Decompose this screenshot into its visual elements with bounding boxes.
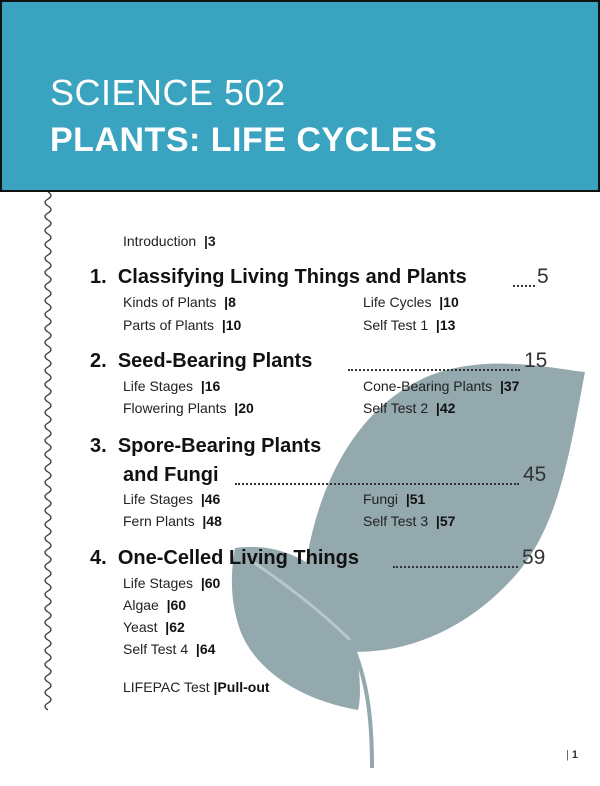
section-3-title-line2[interactable]: and Fungi [123,464,219,486]
section-2-number: 2. [90,350,107,372]
section-3-heading[interactable] [90,436,321,456]
toc-introduction[interactable] [123,234,216,248]
section-2-title: Seed-Bearing Plants [117,350,313,372]
item-page: |64 [195,641,216,657]
footer-separator: | [566,749,569,761]
page-number: 1 [571,749,578,761]
section-1-number: 1. [90,266,107,288]
toc-item[interactable] [363,492,425,506]
item-page: |16 [200,378,221,394]
item-page: |62 [165,619,185,635]
section-3-leader [235,483,519,485]
section-1-leader [513,285,535,287]
item-label: Life Stages [123,491,194,507]
section-2-leader [348,369,520,371]
toc-item[interactable] [123,598,186,612]
toc-item[interactable] [123,620,185,634]
item-page: |10 [221,317,242,333]
page-footer [566,749,578,761]
intro-page: |3 [203,233,216,249]
unit-title: PLANTS: LIFE CYCLES [50,121,438,159]
item-page: |46 [200,491,221,507]
toc-item[interactable] [123,295,236,309]
item-page: |60 [166,597,187,613]
item-page: |37 [499,378,520,394]
item-page: |10 [439,294,459,310]
item-label: Self Test 2 [363,400,429,416]
toc-item[interactable] [123,379,220,393]
item-label: Algae [123,597,159,613]
item-page: |51 [405,491,426,507]
section-3-page: 45 [523,463,547,486]
intro-label: Introduction [123,233,197,249]
section-4-title: One-Celled Living Things [117,547,359,569]
toc-lifepac-test[interactable] [123,680,270,694]
toc-item[interactable] [363,379,519,393]
section-1-title: Classifying Living Things and Plants [117,266,467,288]
toc-item[interactable] [123,318,241,332]
section-3-number: 3. [90,435,107,457]
test-label: LIFEPAC Test [123,679,210,695]
section-1-page: 5 [537,265,549,288]
item-label: Kinds of Plants [123,294,217,310]
item-page: |60 [200,575,221,591]
item-label: Life Cycles [363,294,432,310]
item-page: |57 [435,513,456,529]
section-4-number: 4. [90,547,107,569]
item-page: |42 [435,400,456,416]
toc-item[interactable] [123,576,220,590]
section-1-heading[interactable] [90,267,467,287]
toc-item[interactable] [363,318,455,332]
item-label: Life Stages [123,575,194,591]
item-label: Self Test 1 [363,317,429,333]
toc-item[interactable] [363,514,455,528]
section-4-heading[interactable] [90,548,359,568]
toc-item[interactable] [123,514,222,528]
toc-item[interactable] [123,401,254,415]
test-page: |Pull-out [213,679,270,695]
item-page: |8 [224,294,236,310]
item-label: Flowering Plants [123,400,227,416]
item-label: Self Test 4 [123,641,189,657]
item-label: Fern Plants [123,513,195,529]
item-page: |20 [234,400,254,416]
item-label: Self Test 3 [363,513,429,529]
item-label: Life Stages [123,378,194,394]
item-label: Parts of Plants [123,317,215,333]
item-page: |13 [435,317,456,333]
toc-item[interactable] [123,492,220,506]
item-label: Yeast [123,619,158,635]
toc-item[interactable] [363,401,455,415]
section-2-heading[interactable] [90,351,312,371]
item-label: Cone-Bearing Plants [363,378,493,394]
series-title: SCIENCE 502 [50,72,286,113]
section-4-page: 59 [522,546,546,569]
item-label: Fungi [363,491,399,507]
toc-item[interactable] [363,295,459,309]
section-2-page: 15 [524,349,548,372]
toc-item[interactable] [123,642,215,656]
section-3-title-line1: Spore-Bearing Plants [117,435,322,457]
section-4-leader [393,566,518,568]
item-page: |48 [202,513,222,529]
